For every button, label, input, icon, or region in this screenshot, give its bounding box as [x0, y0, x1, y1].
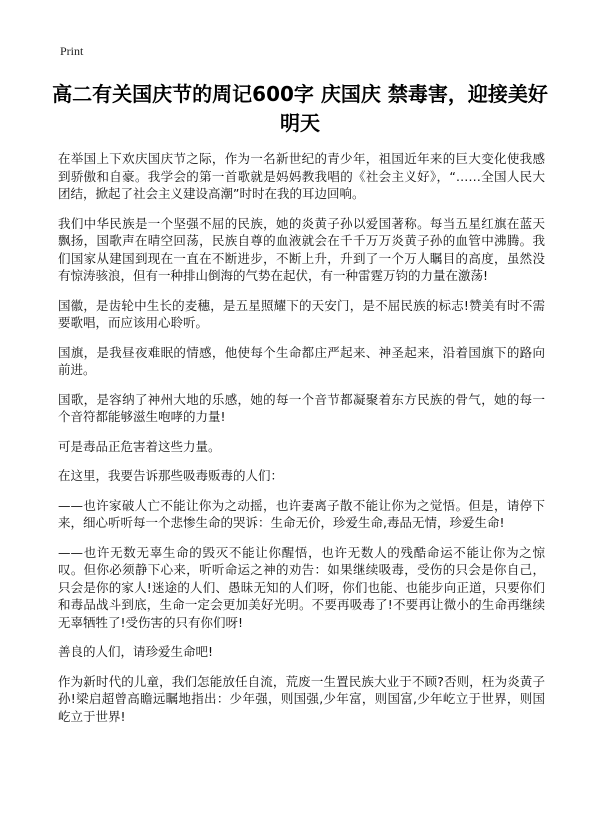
paragraph-2: 我们中华民族是一个坚强不屈的民族，她的炎黄子孙以爱国著称。每当五星红旗在蓝天飘扬，国歌声在晴空回荡，民族自尊的血液就会在千千万万炎黄子孙的血管中沸腾。我们国家从建国到现在一直在不断进步，不断上升，升到了一个万人瞩目的高度，虽然没有惊涛骇浪，但有一种排山倒海的气势在起伏，有一种雷霆万钧的力量在激荡! [58, 215, 545, 283]
paragraph-4: 国旗，是我昼夜难眠的情感，他使每个生命都庄严起来、神圣起来，沿着国旗下的路向前进。 [58, 344, 545, 377]
paragraph-11: 作为新时代的儿童，我们怎能放任自流，荒废一生置民族大业于不顾?否则，枉为炎黄子孙!梁启超曾高瞻远瞩地指出：少年强，则国强,少年富，则国富,少年屹立于世界，则国屹立于世界! [58, 673, 545, 724]
paragraph-6: 可是毒品正危害着这些力量。 [58, 438, 221, 454]
paragraph-1: 在举国上下欢庆国庆节之际，作为一名新世纪的青少年，祖国近年来的巨大变化使我感到骄傲和自豪。我学会的第一首歌就是妈妈教我唱的《社会主义好》，“……全国人民大团结，掀起了社会主义建设高潮”时时在我的耳边回响。 [58, 151, 545, 201]
article-body [58, 150, 545, 737]
print-label[interactable]: Print [60, 44, 84, 58]
paragraph-8: ——也许家破人亡不能让你为之动摇，也许妻离子散不能让你为之觉悟。但是，请停下来，细心听听每一个悲惨生命的哭诉：生命无价，珍爱生命,毒品无情，珍爱生命! [58, 497, 545, 530]
paragraph-10: 善良的人们，请珍爱生命吧! [58, 644, 214, 659]
page-title: 高二有关国庆节的周记600字 庆国庆 禁毒害，迎接美好明天 [52, 82, 548, 135]
paragraph-7: 在这里，我要告诉那些吸毒贩毒的人们： [58, 468, 284, 483]
paragraph-5: 国歌，是容纳了神州大地的乐感，她的每一个音节都凝聚着东方民族的骨气，她的每一个音符都能够滋生咆哮的力量! [58, 391, 545, 424]
paragraph-9: ——也许无数无辜生命的毁灭不能让你醒悟，也许无数人的残酷命运不能让你为之惊叹。但你必须静下心来，听听命运之神的劝告：如果继续吸毒，受伤的只会是你自己，只会是你的家人!迷途的人们、愚昧无知的人们呀，你们也能、也能步向正道，只要你们和毒品战斗到底，生命一定会更加美好光明。不要再吸毒了!不要再让微小的生命再继续无辜牺牲了!受伤害的只有你们呀! [58, 544, 545, 630]
paragraph-3: 国徽，是齿轮中生长的麦穗，是五星照耀下的天安门，是不屈民族的标志!赞美有时不需要歌唱，而应该用心聆听。 [58, 297, 545, 330]
